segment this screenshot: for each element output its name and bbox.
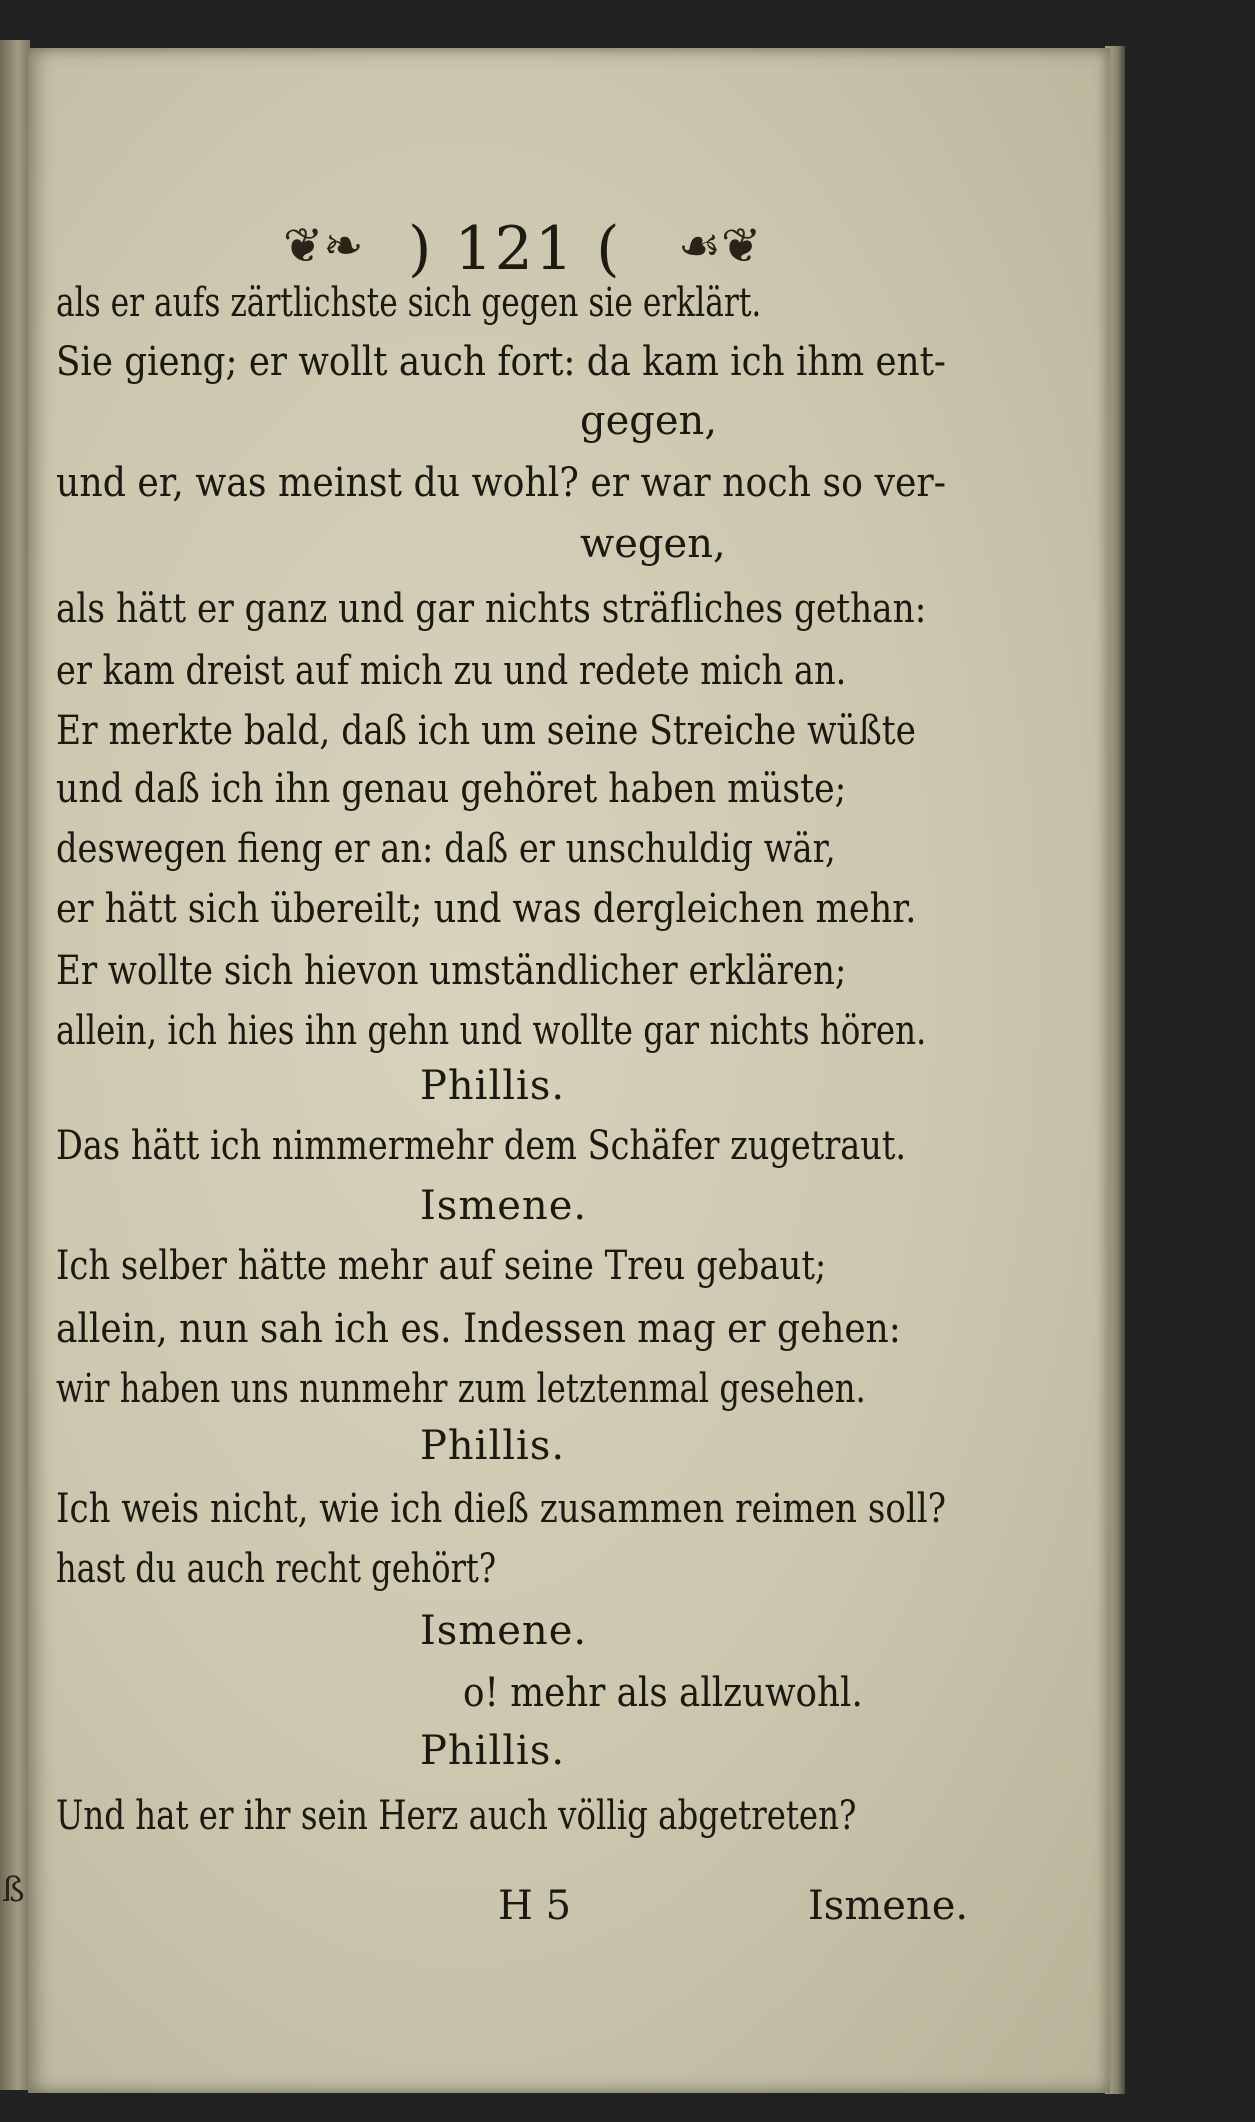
- verse-line: Er merkte bald, daß ich um seine Streiche wüßte: [56, 708, 916, 754]
- verse-line: Er wollte sich hievon umständlicher erklären;: [56, 948, 847, 994]
- verse-line: allein, nun sah ich es. Indessen mag er gehen:: [56, 1306, 901, 1352]
- verse-line: gegen,: [580, 398, 718, 444]
- facing-page-text: ß: [2, 1870, 25, 1910]
- speaker-name: Phillis.: [420, 1728, 566, 1774]
- verse-line: wegen,: [580, 521, 726, 567]
- verse-line: und daß ich ihn genau gehöret haben müste;: [56, 766, 847, 812]
- floral-ornament-icon: ☙❦: [678, 218, 762, 274]
- verse-line: als hätt er ganz und gar nichts sträfliches gethan:: [56, 586, 927, 632]
- speaker-name: Phillis.: [420, 1423, 566, 1469]
- verse-line: hast du auch recht gehört?: [56, 1546, 497, 1592]
- facing-page-edge: [0, 40, 30, 2090]
- verse-line: deswegen fieng er an: daß er unschuldig wär,: [56, 826, 836, 872]
- verse-line: Das hätt ich nimmermehr dem Schäfer zugetraut.: [56, 1123, 907, 1169]
- page-number: ) 121 (: [408, 214, 622, 284]
- verse-line: wir haben uns nunmehr zum letztenmal gesehen.: [56, 1366, 866, 1412]
- book-page: [28, 48, 1110, 2093]
- verse-line: und er, was meinst du wohl? er war noch so ver-: [56, 460, 946, 506]
- catchword: Ismene.: [808, 1883, 969, 1929]
- signature-mark: H 5: [498, 1883, 572, 1929]
- verse-line: allein, ich hies ihn gehn und wollte gar nichts hören.: [56, 1008, 927, 1054]
- verse-line: er hätt sich übereilt; und was dergleichen mehr.: [56, 886, 917, 932]
- speaker-name: Ismene.: [420, 1608, 588, 1654]
- verse-line: er kam dreist auf mich zu und redete mich an.: [56, 648, 847, 694]
- verse-line: Ich selber hätte mehr auf seine Treu gebaut;: [56, 1243, 827, 1289]
- verse-line: Sie gieng; er wollt auch fort: da kam ich ihm ent-: [56, 339, 946, 385]
- verse-line: o! mehr als allzuwohl.: [463, 1670, 863, 1716]
- speaker-name: Phillis.: [420, 1063, 566, 1109]
- verse-line: Ich weis nicht, wie ich dieß zusammen reimen soll?: [56, 1486, 946, 1532]
- verse-line: als er aufs zärtlichste sich gegen sie erklärt.: [56, 280, 762, 326]
- verse-line: Und hat er ihr sein Herz auch völlig abgetreten?: [56, 1793, 857, 1839]
- floral-ornament-icon: ❦❧: [283, 218, 364, 274]
- speaker-name: Ismene.: [420, 1183, 588, 1229]
